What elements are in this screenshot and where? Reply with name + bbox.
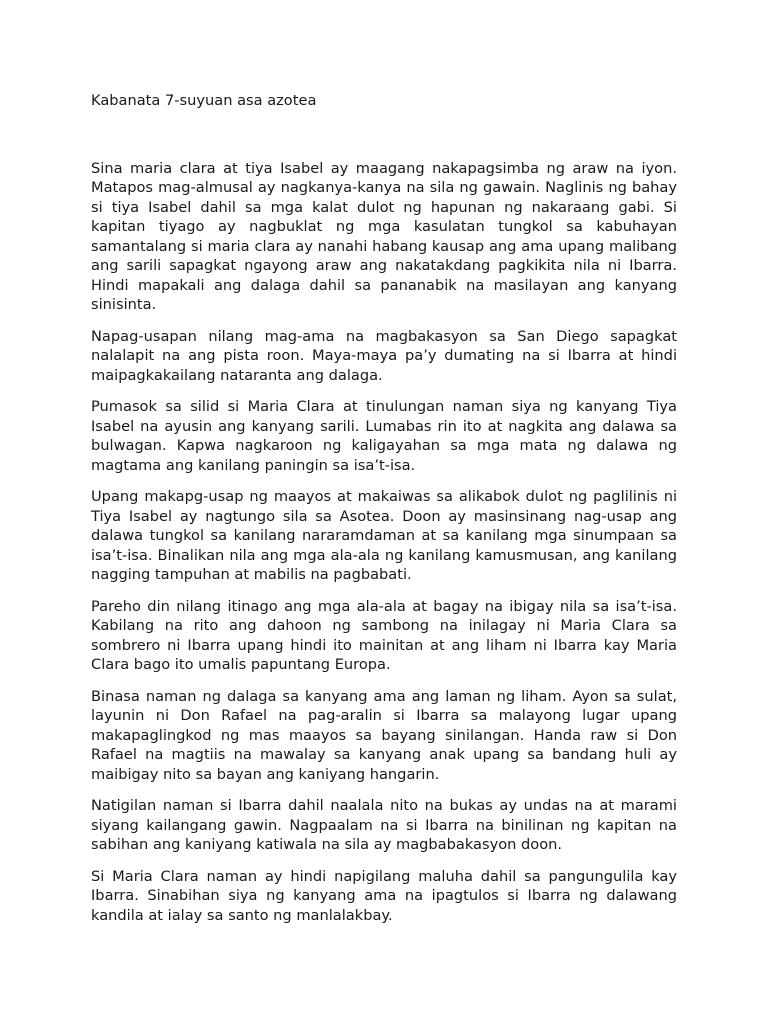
paragraph-3: Pumasok sa silid si Maria Clara at tinulungan naman siya ng kanyang Tiya Isabel na ayusin ang kanyang sarili. Lumabas rin ito at nagkita ang dalawa sa bulwagan. Kapwa nagkaroon ng kaligayahan sa mga mata ng dalawa ng magtama ang kanilang paningin sa isa’t-isa. [91, 398, 677, 474]
paragraph-6: Binasa naman ng dalaga sa kanyang ama ang laman ng liham. Ayon sa sulat, layunin ni Don Rafael na pag-aralin si Ibarra sa malayong lugar upang makapaglingkod ng mas maayos sa bayang sinilangan. Handa raw si Don Rafael na magtiis na mawalay sa kanyang anak upang sa bandang huli ay maibigay nito sa bayan ang kaniyang hangarin. [91, 687, 677, 783]
document-title: Kabanata 7-suyuan asa azotea [91, 92, 317, 109]
paragraph-7: Natigilan naman si Ibarra dahil naalala nito na bukas ay undas na at marami siyang kailangang gawin. Nagpaalam na si Ibarra na binilinan ng kapitan na sabihan ang kaniyang katiwala na sila ay magbabakasyon doon. [91, 797, 677, 853]
paragraph-8: Si Maria Clara naman ay hindi napigilang maluha dahil sa pangungulila kay Ibarra. Sinabihan siya ng kanyang ama na ipagtulos si Ibarra ng dalawang kandila at ialay sa santo ng manlalakbay. [91, 867, 677, 924]
paragraph-5: Pareho din nilang itinago ang mga ala-ala at bagay na ibigay nila sa isa’t-isa. Kabilang na rito ang dahoon ng sambong na inilagay ni Maria Clara sa sombrero ni Ibarra upang hindi ito mainitan at ang liham ni Ibarra kay Maria Clara bago ito umalis papuntang Europa. [91, 597, 677, 673]
paragraph-4: Upang makapg-usap ng maayos at makaiwas sa alikabok dulot ng paglilinis ni Tiya Isabel ay nagtungo sila sa Asotea. Doon ay masinsinang nag-usap ang dalawa tungkol sa kanilang nararamdaman at sa kanilang mga sinumpaan sa isa’t-isa. Binalikan nila ang mga ala-ala ng kanilang kamusmusan, ang kanilang nagging tampuhan at mabilis na pagbabati. [91, 488, 677, 583]
document-page [91, 91, 677, 937]
paragraph-1: Sina maria clara at tiya Isabel ay maagang nakapagsimba ng araw na iyon. Matapos mag-almusal ay nagkanya-kanya na sila ng gawain. Naglinis ng bahay si tiya Isabel dahil sa mga kalat dulot ng hapunan ng nakaraang gabi. Si kapitan tiyago ay nagbuklat ng mga kasulatan tungkol sa kabuhayan samantalang si maria clara ay nanahi habang kausap ang ama upang malibang ang sarili sapagkat ngayong araw ang nakatakdang pagkikita nila ni Ibarra. Hindi mapakali ang dalaga dahil sa pananabik na masilayan ang kanyang sinisinta. [91, 159, 677, 313]
paragraph-2: Napag-usapan nilang mag-ama na magbakasyon sa San Diego sapagkat nalalapit na ang pista roon. Maya-maya pa’y dumating na si Ibarra at hindi maipagkakailang nataranta ang dalaga. [91, 327, 677, 384]
